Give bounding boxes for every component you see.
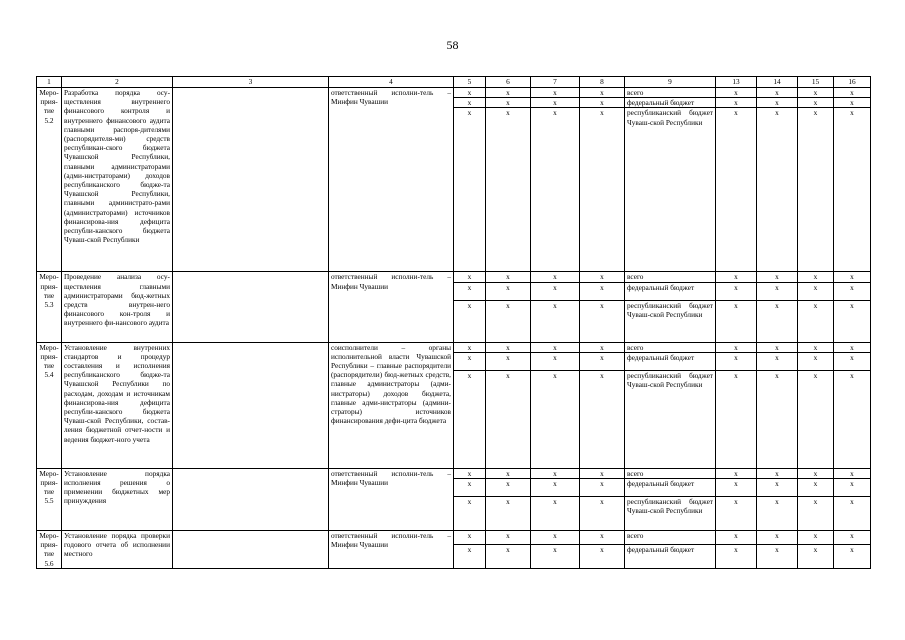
x-mark: x xyxy=(798,479,834,497)
x-mark: x xyxy=(798,272,834,282)
x-mark: x xyxy=(486,352,531,370)
x-mark: x xyxy=(834,479,871,497)
x-mark: x xyxy=(531,88,580,98)
x-mark: x xyxy=(531,282,580,300)
x-mark: x xyxy=(834,282,871,300)
measure-executor: ответственный исполни-тель – Минфин Чувашии xyxy=(329,272,454,342)
empty-cell xyxy=(173,342,329,468)
x-mark: x xyxy=(486,272,531,282)
empty-cell xyxy=(173,88,329,272)
table-row xyxy=(37,88,871,98)
measure-executor: ответственный исполни-тель – Минфин Чувашии xyxy=(329,468,454,530)
x-mark: x xyxy=(454,88,486,98)
measure-executor: соисполнители – органы исполнительной власти Чувашской Республики – главные распорядители (распорядители) бюд-жетных средств, главные администраторы (адми-нистраторы) доходов бюджета, главные адми-нистраторы (админи-страторы) источников финансирования дефи-цита бюджета xyxy=(329,342,454,468)
x-mark: x xyxy=(580,479,625,497)
x-mark: x xyxy=(486,468,531,478)
x-mark: x xyxy=(757,282,798,300)
x-mark: x xyxy=(798,544,834,568)
x-mark: x xyxy=(454,282,486,300)
x-mark: x xyxy=(531,544,580,568)
x-mark: x xyxy=(531,479,580,497)
x-mark: x xyxy=(757,342,798,352)
x-mark: x xyxy=(834,352,871,370)
column-header: 1 xyxy=(37,77,62,88)
funding-source: федеральный бюджет xyxy=(625,352,716,370)
x-mark: x xyxy=(454,370,486,468)
x-mark: x xyxy=(798,370,834,468)
column-header: 13 xyxy=(716,77,757,88)
funding-source: федеральный бюджет xyxy=(625,98,716,108)
measure-executor: ответственный исполни-тель – Минфин Чувашии xyxy=(329,531,454,569)
x-mark: x xyxy=(580,531,625,545)
x-mark: x xyxy=(834,98,871,108)
measure-label: Меро-прия-тие 5.2 xyxy=(37,88,62,272)
funding-source: всего xyxy=(625,88,716,98)
x-mark: x xyxy=(580,108,625,272)
measure-description: Установление внутренних стандартов и процедур составления и исполнения республиканского бюдже-та Чувашской Республики по расходам, доходам и источникам финансирова-ния дефицита республи-канского бюджета Чуваш-ской Республики, состав-ления бюджетной отчет-ности и ведения бюджет-ного учета xyxy=(62,342,173,468)
x-mark: x xyxy=(716,88,757,98)
x-mark: x xyxy=(454,272,486,282)
funding-source: федеральный бюджет xyxy=(625,479,716,497)
x-mark: x xyxy=(454,531,486,545)
x-mark: x xyxy=(716,479,757,497)
x-mark: x xyxy=(486,531,531,545)
x-mark: x xyxy=(757,468,798,478)
funding-source: республиканский бюджет Чуваш-ской Республики xyxy=(625,108,716,272)
column-header: 2 xyxy=(62,77,173,88)
x-mark: x xyxy=(531,342,580,352)
x-mark: x xyxy=(486,370,531,468)
x-mark: x xyxy=(757,108,798,272)
x-mark: x xyxy=(716,531,757,545)
column-header: 15 xyxy=(798,77,834,88)
x-mark: x xyxy=(580,300,625,342)
measure-label: Меро-прия-тие 5.4 xyxy=(37,342,62,468)
x-mark: x xyxy=(834,531,871,545)
table-row xyxy=(37,468,871,478)
x-mark: x xyxy=(716,300,757,342)
measure-description: Проведение анализа осу-ществления главными администраторами бюд-жетных средств внутрен-него финансового кон-троля и внутреннего фи-нансового аудита xyxy=(62,272,173,342)
empty-cell xyxy=(173,272,329,342)
x-mark: x xyxy=(531,497,580,531)
x-mark: x xyxy=(798,497,834,531)
x-mark: x xyxy=(834,497,871,531)
x-mark: x xyxy=(716,497,757,531)
x-mark: x xyxy=(834,544,871,568)
x-mark: x xyxy=(486,300,531,342)
funding-source: федеральный бюджет xyxy=(625,544,716,568)
funding-source: республиканский бюджет Чуваш-ской Республики xyxy=(625,497,716,531)
x-mark: x xyxy=(798,342,834,352)
x-mark: x xyxy=(716,342,757,352)
x-mark: x xyxy=(757,479,798,497)
x-mark: x xyxy=(716,272,757,282)
x-mark: x xyxy=(716,352,757,370)
column-header: 14 xyxy=(757,77,798,88)
column-header: 5 xyxy=(454,77,486,88)
measure-description: Разработка порядка осу-ществления внутреннего финансового контроля и внутреннего финансового аудита главными распоря-дителями (распорядителя-ми) средств республикан-ского бюджета Чувашской Республики, главными администраторами (адми-нистраторами) доходов республиканского бюдже-та Чувашской Республики, главными администрато-рами (администраторами) источников финансирова-ния дефицита республи-канского бюджета Чуваш-ской Республики xyxy=(62,88,173,272)
x-mark: x xyxy=(757,300,798,342)
x-mark: x xyxy=(531,108,580,272)
funding-source: республиканский бюджет Чуваш-ской Республики xyxy=(625,370,716,468)
x-mark: x xyxy=(486,479,531,497)
header-row xyxy=(37,77,871,88)
table-row xyxy=(37,342,871,352)
x-mark: x xyxy=(716,468,757,478)
x-mark: x xyxy=(716,370,757,468)
column-header: 3 xyxy=(173,77,329,88)
x-mark: x xyxy=(580,342,625,352)
x-mark: x xyxy=(757,544,798,568)
x-mark: x xyxy=(580,352,625,370)
table-row xyxy=(37,531,871,545)
funding-source: всего xyxy=(625,468,716,478)
x-mark: x xyxy=(531,98,580,108)
x-mark: x xyxy=(757,352,798,370)
x-mark: x xyxy=(454,342,486,352)
x-mark: x xyxy=(834,272,871,282)
x-mark: x xyxy=(757,98,798,108)
x-mark: x xyxy=(798,531,834,545)
x-mark: x xyxy=(531,300,580,342)
x-mark: x xyxy=(834,342,871,352)
x-mark: x xyxy=(531,370,580,468)
column-header: 7 xyxy=(531,77,580,88)
x-mark: x xyxy=(454,300,486,342)
x-mark: x xyxy=(716,98,757,108)
x-mark: x xyxy=(757,370,798,468)
measure-label: Меро-прия-тие 5.6 xyxy=(37,531,62,569)
x-mark: x xyxy=(486,88,531,98)
x-mark: x xyxy=(834,108,871,272)
funding-source: всего xyxy=(625,342,716,352)
x-mark: x xyxy=(757,88,798,98)
x-mark: x xyxy=(580,468,625,478)
x-mark: x xyxy=(486,544,531,568)
x-mark: x xyxy=(798,282,834,300)
x-mark: x xyxy=(454,98,486,108)
x-mark: x xyxy=(486,342,531,352)
x-mark: x xyxy=(531,531,580,545)
x-mark: x xyxy=(834,88,871,98)
x-mark: x xyxy=(798,468,834,478)
column-header: 16 xyxy=(834,77,871,88)
x-mark: x xyxy=(454,468,486,478)
empty-cell xyxy=(173,468,329,530)
x-mark: x xyxy=(834,370,871,468)
x-mark: x xyxy=(716,108,757,272)
measure-description: Установление порядка исполнения решения о применении бюджетных мер принуждения xyxy=(62,468,173,530)
column-header: 8 xyxy=(580,77,625,88)
x-mark: x xyxy=(486,282,531,300)
x-mark: x xyxy=(580,544,625,568)
x-mark: x xyxy=(798,300,834,342)
x-mark: x xyxy=(757,272,798,282)
x-mark: x xyxy=(757,531,798,545)
table-row xyxy=(37,272,871,282)
x-mark: x xyxy=(454,497,486,531)
funding-source: федеральный бюджет xyxy=(625,282,716,300)
column-header: 4 xyxy=(329,77,454,88)
column-header: 9 xyxy=(625,77,716,88)
measure-label: Меро-прия-тие 5.5 xyxy=(37,468,62,530)
x-mark: x xyxy=(798,352,834,370)
x-mark: x xyxy=(531,352,580,370)
x-mark: x xyxy=(716,544,757,568)
x-mark: x xyxy=(580,98,625,108)
x-mark: x xyxy=(580,497,625,531)
x-mark: x xyxy=(580,282,625,300)
x-mark: x xyxy=(454,108,486,272)
column-header: 6 xyxy=(486,77,531,88)
x-mark: x xyxy=(580,272,625,282)
x-mark: x xyxy=(486,108,531,272)
x-mark: x xyxy=(454,544,486,568)
x-mark: x xyxy=(580,370,625,468)
x-mark: x xyxy=(798,88,834,98)
page-number: 58 xyxy=(446,38,459,52)
x-mark: x xyxy=(798,98,834,108)
x-mark: x xyxy=(580,88,625,98)
x-mark: x xyxy=(486,98,531,108)
measure-description: Установление порядка проверки годового отчета об исполнении местного xyxy=(62,531,173,569)
x-mark: x xyxy=(834,300,871,342)
program-table xyxy=(36,76,871,569)
x-mark: x xyxy=(531,468,580,478)
x-mark: x xyxy=(798,108,834,272)
measure-label: Меро-прия-тие 5.3 xyxy=(37,272,62,342)
measure-executor: ответственный исполни-тель – Минфин Чувашии xyxy=(329,88,454,272)
empty-cell xyxy=(173,531,329,569)
x-mark: x xyxy=(716,282,757,300)
x-mark: x xyxy=(454,352,486,370)
x-mark: x xyxy=(834,468,871,478)
x-mark: x xyxy=(531,272,580,282)
x-mark: x xyxy=(454,479,486,497)
x-mark: x xyxy=(757,497,798,531)
funding-source: республиканский бюджет Чуваш-ской Республики xyxy=(625,300,716,342)
funding-source: всего xyxy=(625,531,716,545)
x-mark: x xyxy=(486,497,531,531)
funding-source: всего xyxy=(625,272,716,282)
